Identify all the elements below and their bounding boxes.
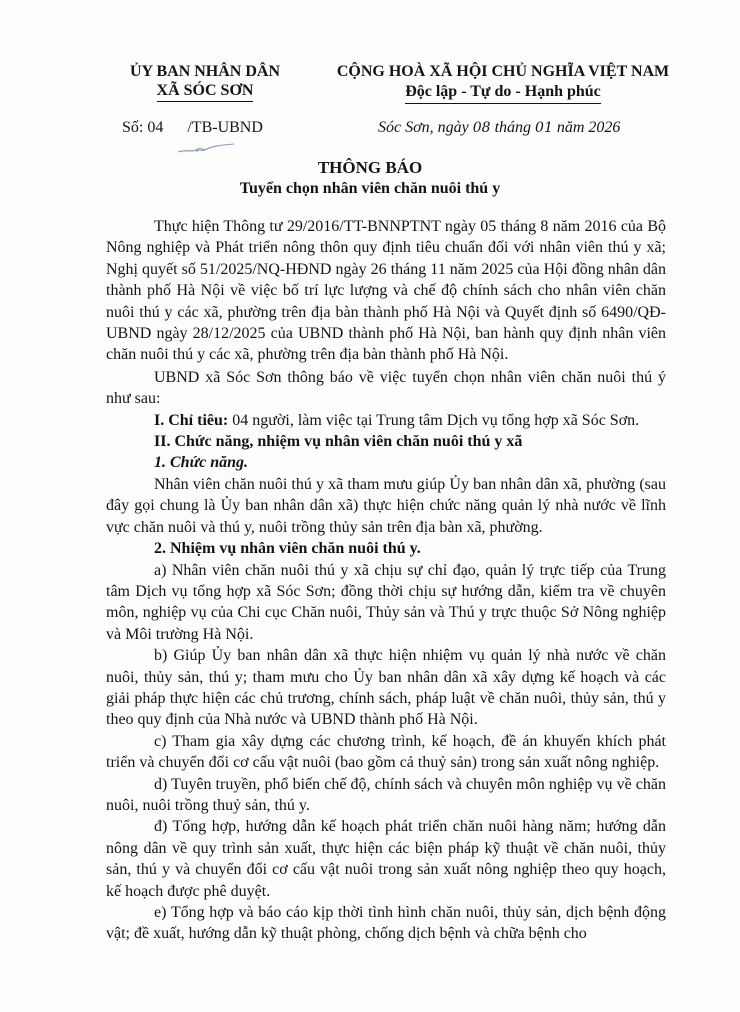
task-item-dd: đ) Tổng hợp, hướng dẫn kế hoạch phát triển chăn nuôi hàng năm; hướng dẫn nông dân về quy trình sản xuất, thực hiện các biện pháp kỹ thuật về chăn nuôi, thủy sản, thú y và chuyển đổi cơ cấu vật nuôi trong sản xuất nông nghiệp theo quy hoạch, kế hoạch được phê duyệt.	[106, 818, 666, 900]
subsection-function-text: Nhân viên chăn nuôi thú y xã tham mưu giúp Ủy ban nhân dân xã, phường (sau đây gọi chung là Ủy ban nhân dân xã) thực hiện chức năng quản lý nhà nước về lĩnh vực chăn nuôi và thú y, nuôi trồng thủy sản trên địa bàn xã, phường.	[106, 475, 666, 536]
task-item-e: e) Tổng hợp và báo cáo kịp thời tình hình chăn nuôi, thủy sản, dịch bệnh động vật; đề xuất, hướng dẫn kỹ thuật phòng, chống dịch bệnh và chữa bệnh cho	[106, 904, 666, 943]
section-functions-heading: II. Chức năng, nhiệm vụ nhân viên chăn nuôi thú y xã	[154, 433, 523, 451]
subsection-function-heading: 1. Chức năng.	[154, 454, 249, 472]
date-day: 08	[472, 120, 491, 136]
document-number	[122, 119, 263, 137]
agency-line-2: XÃ SÓC SƠN	[157, 81, 254, 102]
paragraph-legal-basis: Thực hiện Thông tư 29/2016/TT-BNNPTNT ngày 05 tháng 8 năm 2016 của Bộ Nông nghiệp và Phát triển nông thôn quy định tiêu chuẩn đối với nhân viên thú y xã; Nghị quyết số 51/2025/NQ-HĐND ngày 26 tháng 11 năm 2025 của Hội đồng nhân dân thành phố Hà Nội về việc bố trí lực lượng và chế độ chính sách cho nhân viên chăn nuôi thú y các xã, phường trên địa bàn thành phố Hà Nội và Quyết định số 6490/QĐ-UBND ngày 28/12/2025 của UBND thành phố Hà Nội, ban hành quy định nhân viên chăn nuôi thú y các xã, phường trên địa bàn thành phố Hà Nội.	[106, 218, 666, 364]
date-month: 01	[535, 120, 553, 136]
subsection-tasks-heading: 2. Nhiệm vụ nhân viên chăn nuôi thú y.	[154, 540, 421, 558]
national-motto: Độc lập - Tự do - Hạnh phúc	[405, 82, 601, 104]
date-text-2: tháng	[490, 119, 536, 136]
task-item-b: b) Giúp Ủy ban nhân dân xã thực hiện nhiệm vụ quản lý nhà nước về chăn nuôi, thủy sản, thú y; tham mưu cho Ủy ban nhân dân xã xây dựng kế hoạch và các giải pháp thực hiện các chủ trương, chính sách, pháp luật về chăn nuôi, thủy sản, thú y theo quy định của Nhà nước và UBND thành phố Hà Nội.	[106, 647, 666, 729]
agency-line-1: ỦY BAN NHÂN DÂN	[129, 63, 281, 80]
section-quota-label: I. Chỉ tiêu:	[154, 411, 229, 429]
issuing-agency	[100, 62, 310, 102]
doc-number-prefix: Số: 04	[122, 119, 164, 136]
document-subtitle: Tuyển chọn nhân viên chăn nuôi thú y	[239, 180, 501, 197]
task-item-a: a) Nhân viên chăn nuôi thú y xã chịu sự chỉ đạo, quản lý trực tiếp của Trung tâm Dịch vụ tổng hợp xã Sóc Sơn; đồng thời chịu sự hướng dẫn, kiểm tra về chuyên môn, nghiệp vụ của Chi cục Chăn nuôi, Thủy sản và Thú y trực thuộc Sở Nông nghiệp và Môi trường Hà Nội.	[106, 561, 666, 643]
handwritten-initial-icon	[176, 140, 236, 158]
document-title: THÔNG BÁO	[317, 158, 423, 177]
place-and-date	[378, 119, 620, 137]
section-quota	[106, 410, 666, 431]
task-item-c: c) Tham gia xây dựng các chương trình, kế hoạch, đề án khuyến khích phát triển và chuyển đổi cơ cấu vật nuôi (bao gồm cả thuỷ sản) trong sản xuất nông nghiệp.	[106, 732, 666, 772]
paragraph-announcement: UBND xã Sóc Sơn thông báo về việc tuyển chọn nhân viên chăn nuôi thú ý như sau:	[106, 368, 666, 408]
date-text-3: năm 2026	[552, 119, 621, 136]
document-body	[106, 216, 666, 945]
doc-number-suffix: /TB-UBND	[187, 119, 263, 136]
national-header	[322, 62, 684, 104]
task-item-d: d) Tuyên truyền, phổ biến chế độ, chính sách và chuyên môn nghiệp vụ về chăn nuôi, nuôi trồng thuỷ sản, thú y.	[106, 775, 666, 814]
date-text-1: Sóc Sơn, ngày	[378, 119, 473, 136]
country-name: CỘNG HOÀ XÃ HỘI CHỦ NGHĨA VIỆT NAM	[336, 63, 670, 80]
section-quota-text: 04 người, làm việc tại Trung tâm Dịch vụ tổng hợp xã Sóc Sơn.	[228, 411, 640, 429]
